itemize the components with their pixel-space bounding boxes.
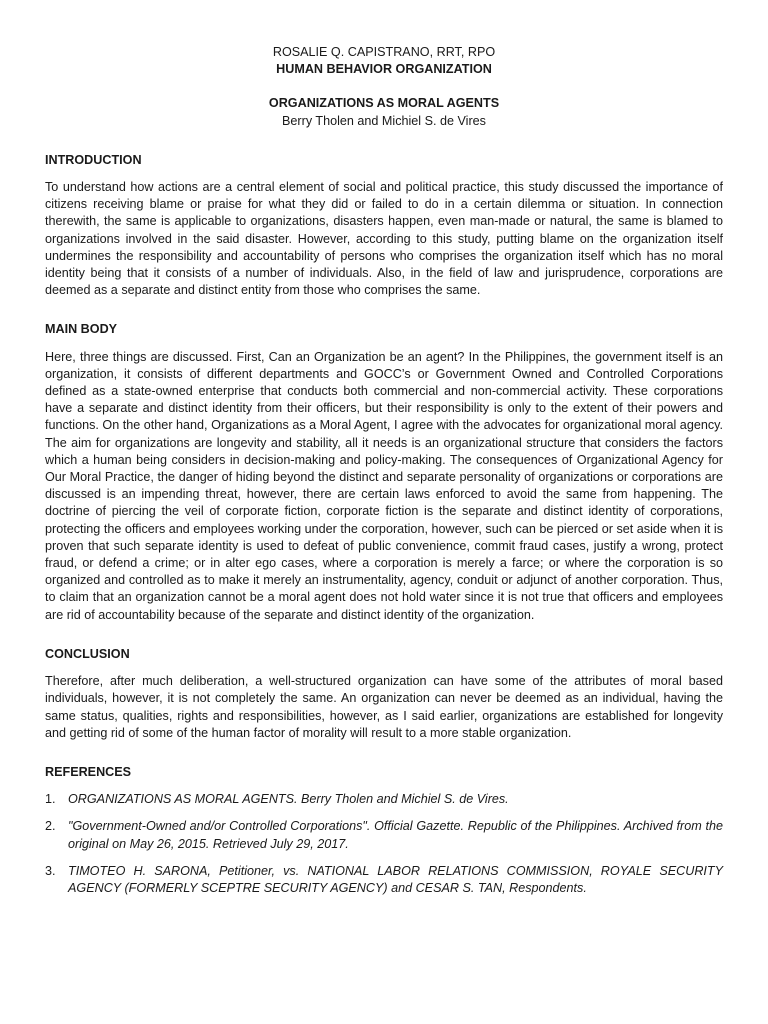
reference-number: 3. xyxy=(45,863,56,878)
reference-item xyxy=(45,863,723,897)
main-body-paragraph: Here, three things are discussed. First, Can an Organization be an agent? In the Philippines, the government itself is an organization, it consists of different departments and GOCC’s or Government Owned and Controlled Corporations defined as a state-owned enterprise that conducts both commercial and non-commercial activity. These corporations have a separate and distinct identity from their officers, but their responsibility is only to the extent of their powers and functions. On the other hand, Organizations as a Moral Agent, I agree with the advocates for organizational moral agency. The aim for organizations are longevity and stability, all it needs is an organizational structure that considers the factors which a human being considers in decision-making and policy-making. The consequences of Organizational Agency for Our Moral Practice, the danger of hiding beyond the distinct and separate personality of organizations or corporations are discussed is an impending threat, however, there are certain laws enforced to avoid the same from happening. The doctrine of piercing the veil of corporate fiction, corporate fiction is the separate and distinct identity of corporations, protecting the officers and employees working under the corporation, however, such can be pierced or set aside when it is proven that such separate identity is used to defeat of public convenience, commit fraud cases, justify a wrong, protect fraud, or defend a crime; or in alter ego cases, where a corporation is merely a farce; or where the corporation is so organized and controlled as to make it merely an instrumentality, agency, conduit or adjunct of another corporation. Thus, to claim that an organization cannot be a moral agent does not hold water since it is not true that officers and employees are rid of accountability because of the separate and distinct identity of the organization. xyxy=(45,349,723,622)
author-line: ROSALIE Q. CAPISTRANO, RRT, RPO xyxy=(272,45,496,59)
reference-number: 2. xyxy=(45,819,56,834)
introduction-heading: INTRODUCTION xyxy=(45,152,142,167)
reference-text: ORGANIZATIONS AS MORAL AGENTS. Berry Tholen and Michiel S. de Vires. xyxy=(68,792,509,807)
article-authors: Berry Tholen and Michiel S. de Vires xyxy=(282,113,486,128)
reference-number: 1. xyxy=(45,792,56,807)
reference-text: "Government-Owned and/or Controlled Corporations". Official Gazette. Republic of the Philippines. Archived from the original on May 26, 2015. Retrieved July 29, 2017. xyxy=(68,819,723,851)
conclusion-heading: CONCLUSION xyxy=(45,646,130,661)
references-heading: REFERENCES xyxy=(45,764,132,779)
document-header xyxy=(45,44,723,130)
document-page xyxy=(45,44,723,907)
references-list xyxy=(45,791,723,897)
reference-item xyxy=(45,818,723,852)
main-body-heading: MAIN BODY xyxy=(45,322,118,337)
course-title: HUMAN BEHAVIOR ORGANIZATION xyxy=(276,62,492,77)
reference-text: TIMOTEO H. SARONA, Petitioner, vs. NATIONAL LABOR RELATIONS COMMISSION, ROYALE SECURITY AGENCY (FORMERLY SCEPTRE SECURITY AGENCY) and CESAR S. TAN, Respondents. xyxy=(68,863,723,895)
article-title: ORGANIZATIONS AS MORAL AGENTS xyxy=(268,96,500,111)
reference-item xyxy=(45,791,723,808)
conclusion-paragraph: Therefore, after much deliberation, a well-structured organization can have some of the attributes of moral based individuals, however, it is not completely the same. An organization can never be deemed as an individual, having the same status, qualities, rights and responsibilities, however, as I said earlier, organizations are established for longevity and getting rid of some of the human factor of morality will result to a more stable organization. xyxy=(45,674,723,740)
introduction-paragraph: To understand how actions are a central element of social and political practice, this study discussed the importance of citizens receiving blame or praise for what they did or failed to do in a certain dilemma or situation. In connection therewith, the same is applicable to organizations, disasters happen, even man-made or natural, the same is blamed to organizations involved in the said disaster. However, according to this study, putting blame on the organization itself undermines the responsibility and accountability of persons who comprises the organization itself which has no moral identity being that it consists of a number of individuals. Also, in the field of law and jurisprudence, corporations are deemed as a separate and distinct entity from those who comprises the same. xyxy=(45,180,723,298)
